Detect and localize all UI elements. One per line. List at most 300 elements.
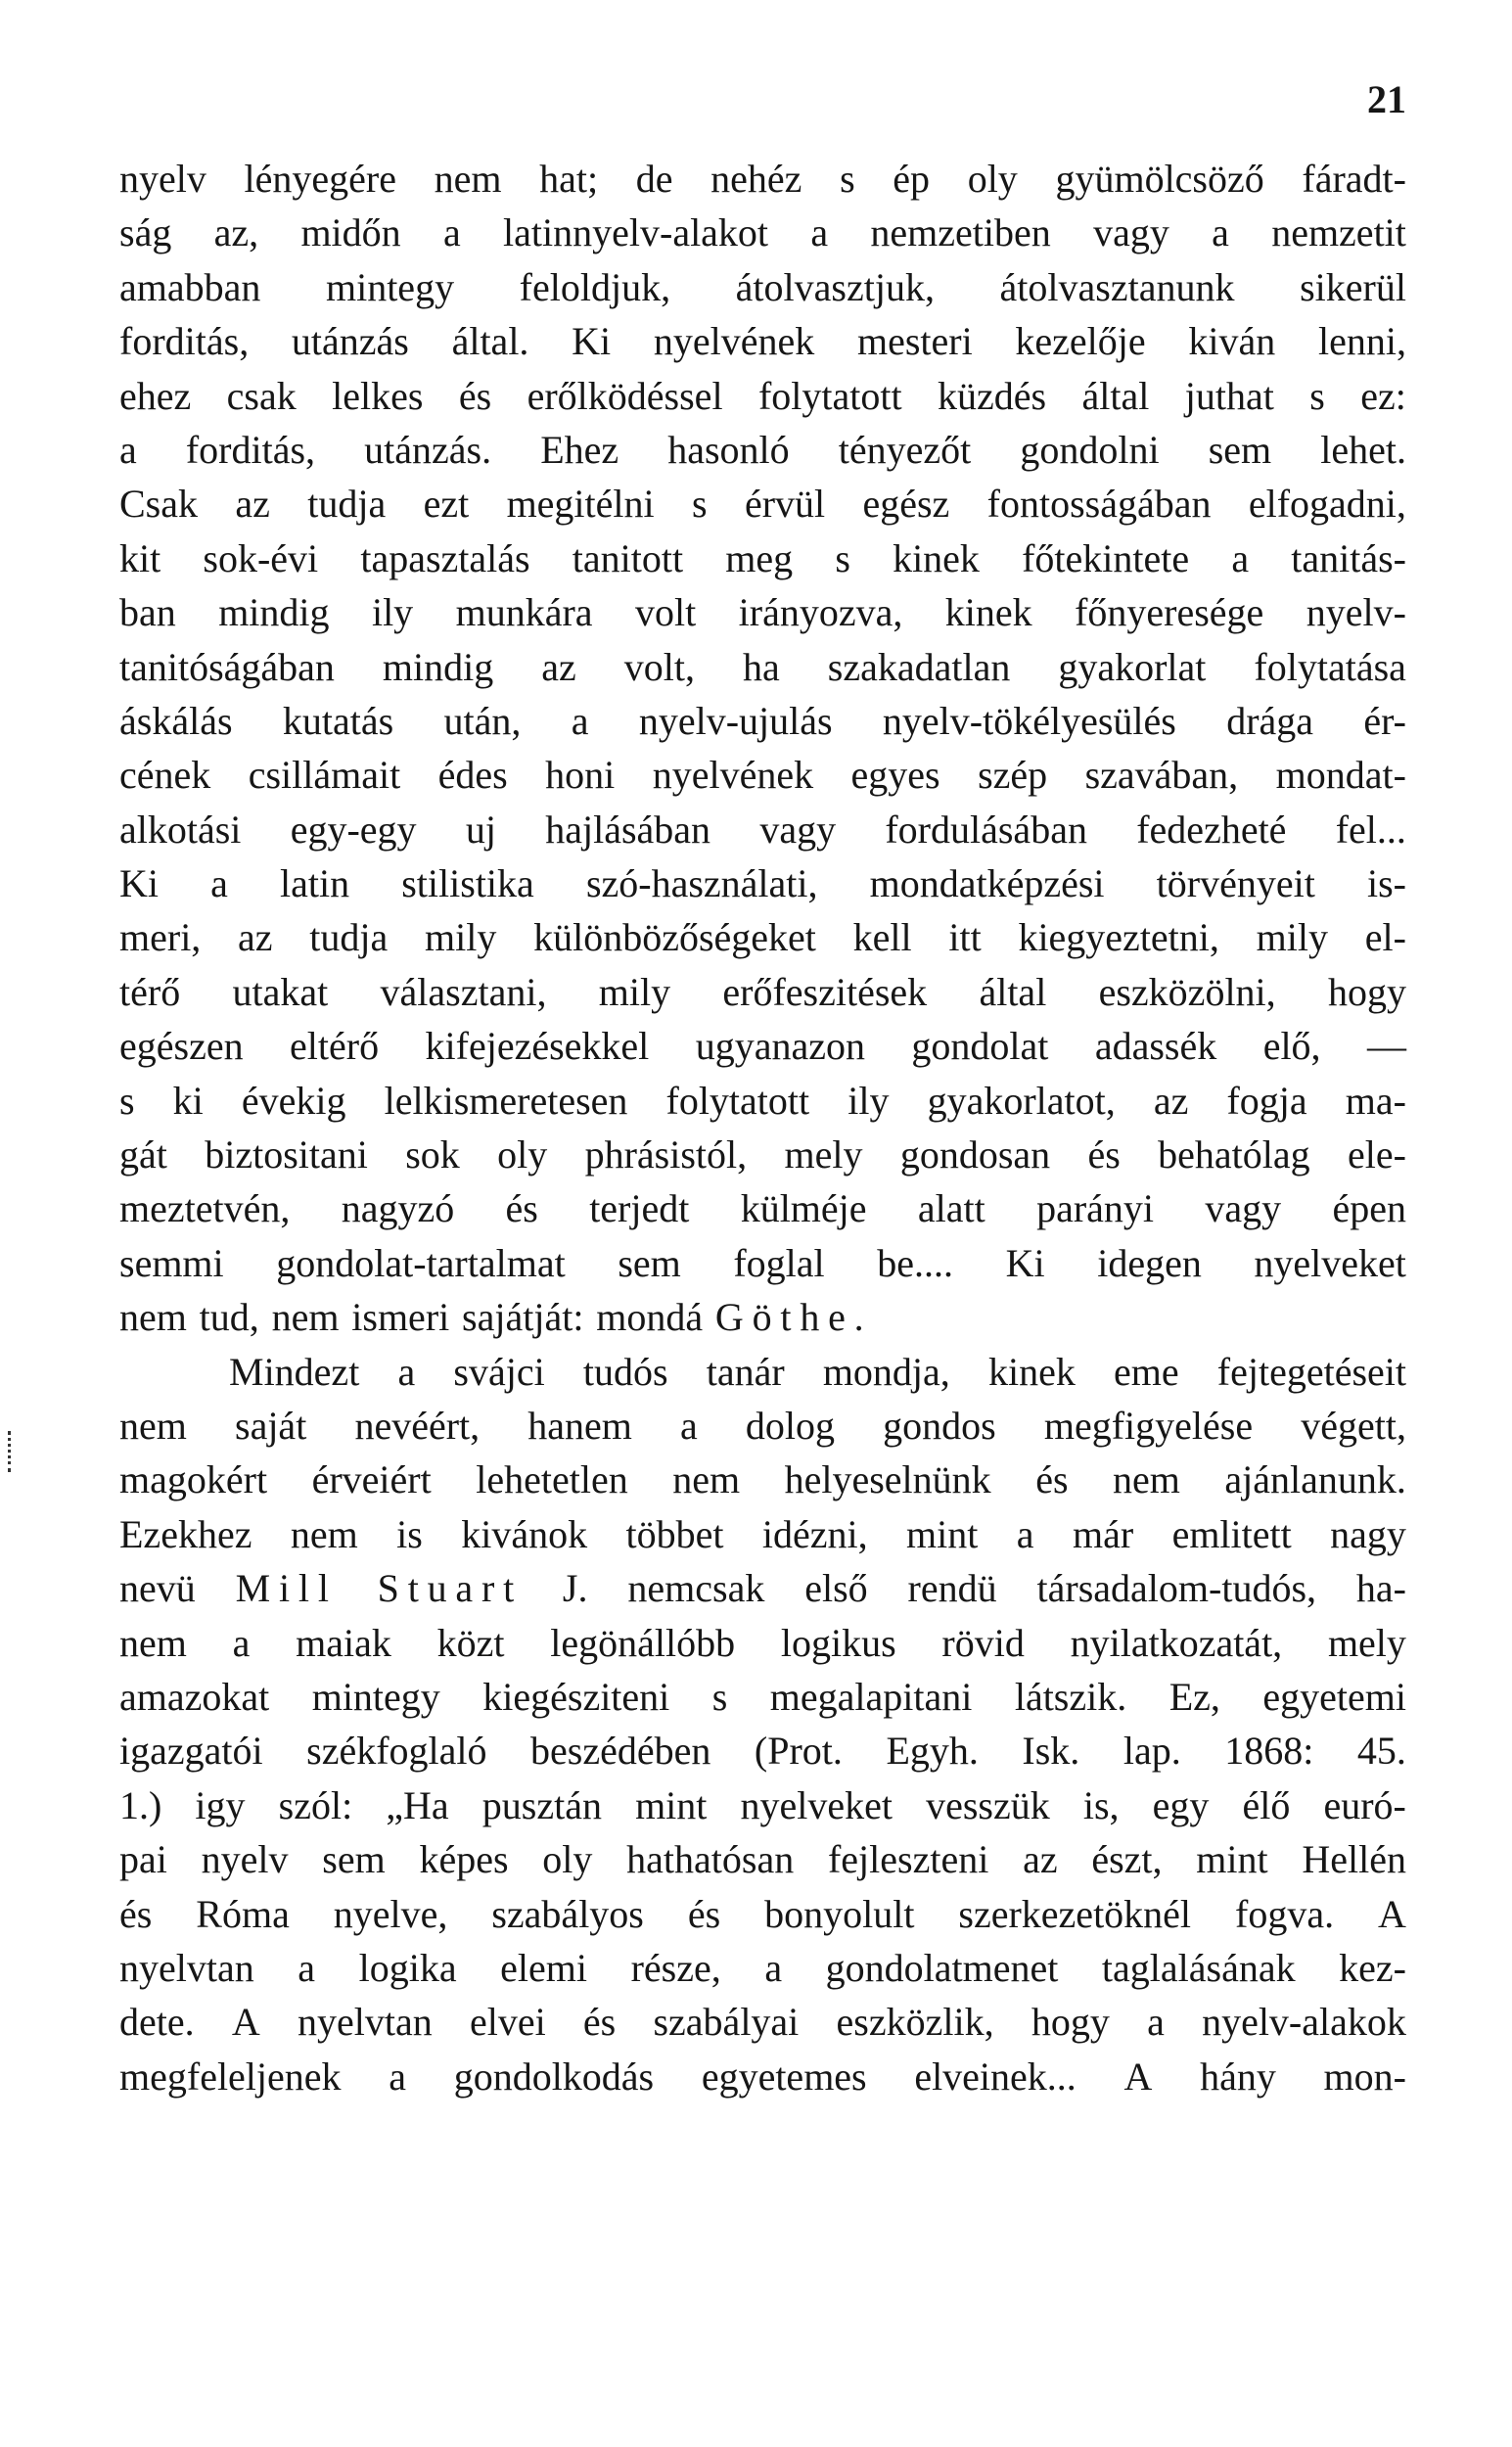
word: nehéz <box>710 157 802 201</box>
word: eszközlik, <box>836 2000 994 2045</box>
word: meri, <box>119 915 202 960</box>
word: ele- <box>1348 1132 1406 1177</box>
word: oly <box>542 1837 593 1882</box>
word: egészen <box>119 1024 244 1069</box>
word: mint <box>635 1782 708 1827</box>
text-line <box>119 1290 1406 1344</box>
word: nyilatkozatát, <box>1070 1620 1283 1665</box>
word: lehet. <box>1320 427 1406 472</box>
word: taglalásának <box>1101 1945 1296 1990</box>
word: uj <box>465 807 496 852</box>
word: s <box>835 535 850 580</box>
word: ajánlanunk. <box>1224 1457 1406 1502</box>
word: feloldjuk, <box>519 264 671 309</box>
text-line <box>119 694 1406 748</box>
word: mely <box>1327 1620 1406 1665</box>
word: mondatképzési <box>869 861 1105 906</box>
word: szól: <box>278 1782 353 1827</box>
word: vagy <box>759 807 837 852</box>
word: emlitett <box>1171 1511 1292 1556</box>
word: el- <box>1364 915 1406 960</box>
text-line <box>119 1616 1406 1670</box>
word: nevü <box>119 1566 196 1611</box>
word: pai <box>119 1837 167 1882</box>
word: nyelv-alakok <box>1202 2000 1406 2045</box>
word: főtekintete <box>1022 535 1190 580</box>
text-line <box>119 1236 1406 1290</box>
word: kutatás <box>282 698 394 743</box>
word: drága <box>1226 698 1314 743</box>
word: de <box>635 157 673 201</box>
word: volt <box>634 590 697 635</box>
word: latin <box>280 861 350 906</box>
word: kivánok <box>461 1511 588 1556</box>
word: helyeselnünk <box>784 1457 991 1502</box>
word: — <box>1367 1024 1406 1069</box>
word: megfeleljenek <box>119 2054 342 2099</box>
word: ezt <box>423 482 470 527</box>
word: nyelvének <box>653 319 815 364</box>
word: gondos <box>883 1403 996 1448</box>
word: sok-évi <box>203 535 319 580</box>
word: s <box>1309 373 1325 418</box>
word: Isk. <box>1022 1729 1080 1774</box>
word: eltérő <box>290 1024 380 1069</box>
text-line <box>119 640 1406 694</box>
text-line <box>119 1887 1406 1941</box>
word: ban <box>119 590 176 635</box>
word: Csak <box>119 482 198 527</box>
word: fejtegetéseit <box>1216 1349 1406 1394</box>
word: forditás, <box>119 319 250 364</box>
word: mondja, <box>822 1349 950 1394</box>
text-line <box>119 1128 1406 1181</box>
word: honi <box>545 753 616 798</box>
word: áskálás <box>119 698 233 743</box>
word: saját <box>235 1403 307 1448</box>
word: tapasztalás <box>360 535 530 580</box>
word: hány <box>1200 2054 1276 2099</box>
word: juthat <box>1184 373 1274 418</box>
word: fel... <box>1335 807 1406 852</box>
word: tud, <box>199 1295 259 1340</box>
word: mondat- <box>1275 753 1406 798</box>
word: egyes <box>850 753 940 798</box>
word: a <box>442 210 461 255</box>
text-line <box>119 856 1406 910</box>
word: mindig <box>382 644 494 689</box>
word: nem <box>119 1620 187 1665</box>
word: után, <box>443 698 522 743</box>
word: Ez, <box>1168 1674 1220 1719</box>
word: nyelveket <box>740 1782 893 1827</box>
word: gyakorlatot, <box>927 1078 1116 1123</box>
word: gondolat <box>911 1024 1049 1069</box>
word: nyelvtan <box>119 1945 254 1990</box>
word: épen <box>1332 1186 1406 1231</box>
word: hasonló <box>667 427 790 472</box>
word: évekig <box>241 1078 346 1123</box>
word: is, <box>1082 1782 1120 1827</box>
word: nem <box>1113 1457 1180 1502</box>
word: a <box>397 1349 416 1394</box>
word: külméje <box>740 1186 867 1231</box>
word: első <box>804 1566 868 1611</box>
word: parányi <box>1036 1186 1155 1231</box>
word: kinek <box>987 1349 1076 1394</box>
word: és <box>582 2000 617 2045</box>
word: Mindezt <box>229 1349 360 1394</box>
text-line <box>119 206 1406 259</box>
word: a <box>1212 210 1229 255</box>
word: fogja <box>1226 1078 1307 1123</box>
word: a <box>1016 1511 1034 1556</box>
word: mondá <box>596 1295 704 1340</box>
word: sem <box>618 1240 681 1285</box>
word: a <box>119 427 137 472</box>
word: erőfeszitések <box>722 969 928 1014</box>
word: a <box>1147 2000 1165 2045</box>
word: semmi <box>119 1240 224 1285</box>
word: s <box>711 1674 728 1719</box>
word: gondolatmenet <box>825 1945 1059 1990</box>
word: érvül <box>744 482 826 527</box>
word: főnyeresége <box>1075 590 1264 635</box>
word: nem <box>290 1511 358 1556</box>
word: biztositani <box>205 1132 368 1177</box>
word: legönállóbb <box>550 1620 736 1665</box>
word: mely <box>784 1132 863 1177</box>
text-line <box>119 1074 1406 1128</box>
word: lenni, <box>1317 319 1406 364</box>
word: utakat <box>232 969 329 1014</box>
word: ság <box>119 210 172 255</box>
word: ma- <box>1345 1078 1406 1123</box>
word: logikus <box>780 1620 896 1665</box>
word: ép <box>893 157 931 201</box>
text-line <box>119 369 1406 423</box>
word: tanár <box>706 1349 785 1394</box>
word: gyümölcsöző <box>1055 157 1264 201</box>
word: dete. <box>119 2000 195 2045</box>
word: kezelője <box>1015 319 1146 364</box>
word: gyakorlat <box>1058 644 1207 689</box>
word: eszközölni, <box>1098 969 1276 1014</box>
word: Ki <box>1005 1240 1045 1285</box>
word: megfigyelése <box>1043 1403 1254 1448</box>
word: sikerül <box>1300 264 1406 309</box>
text-line <box>119 260 1406 314</box>
word: ily <box>848 1078 890 1123</box>
word: elvei <box>469 2000 546 2045</box>
word: ily <box>371 590 414 635</box>
word: fáradt- <box>1302 157 1406 201</box>
word: nyelvtan <box>297 2000 433 2045</box>
word: fedezheté <box>1136 807 1287 852</box>
text-line <box>119 314 1406 368</box>
word: nyelv <box>201 1837 289 1882</box>
word: lényegére <box>244 157 396 201</box>
text-line <box>119 423 1406 477</box>
word: amabban <box>119 264 261 309</box>
word: lelkes <box>332 373 424 418</box>
text-line <box>119 477 1406 531</box>
word: Róma <box>196 1891 290 1936</box>
word: mily <box>598 969 671 1014</box>
word: kiegyeztetni, <box>1018 915 1219 960</box>
word: az <box>238 915 273 960</box>
word: Hellén <box>1302 1837 1406 1882</box>
word: és <box>687 1891 721 1936</box>
word: választani, <box>380 969 547 1014</box>
word: kell <box>852 915 912 960</box>
word: része, <box>630 1945 721 1990</box>
word: szabályai <box>653 2000 800 2045</box>
word: vesszük <box>926 1782 1050 1827</box>
word: nevéért, <box>354 1403 481 1448</box>
word: mily <box>425 915 497 960</box>
word: lap. <box>1123 1729 1181 1774</box>
word: igazgatói <box>119 1729 263 1774</box>
word: törvényeit <box>1156 861 1315 906</box>
word: különbözőségeket <box>533 915 816 960</box>
word: sem <box>322 1837 386 1882</box>
word: kifejezésekkel <box>425 1024 650 1069</box>
word: a <box>571 698 589 743</box>
word: élő <box>1242 1782 1291 1827</box>
word: is <box>396 1511 423 1556</box>
word: és <box>458 373 492 418</box>
word: euró- <box>1323 1782 1406 1827</box>
word: logika <box>358 1945 457 1990</box>
word: egy <box>1152 1782 1210 1827</box>
word: szakadatlan <box>827 644 1011 689</box>
word: szép <box>978 753 1048 798</box>
word: alatt <box>917 1186 985 1231</box>
word: idegen <box>1097 1240 1202 1285</box>
word: tudja <box>309 915 389 960</box>
word: 1.) <box>119 1782 162 1827</box>
text-line <box>119 1561 1406 1615</box>
word: az <box>1153 1078 1189 1123</box>
word: A <box>1123 2054 1153 2099</box>
word: a <box>1231 535 1250 580</box>
word: kit <box>119 535 161 580</box>
word: erőlködéssel <box>527 373 723 418</box>
word: elemi <box>500 1945 588 1990</box>
word: tudja <box>307 482 387 527</box>
word: többet <box>625 1511 724 1556</box>
text-line <box>119 1507 1406 1561</box>
word: gondolat-tartalmat <box>276 1240 566 1285</box>
text-line <box>119 1019 1406 1073</box>
text-line <box>119 1941 1406 1995</box>
text-line <box>119 748 1406 802</box>
word: a <box>232 1620 251 1665</box>
word: mindig <box>218 590 330 635</box>
word: adassék <box>1094 1024 1217 1069</box>
text-line <box>119 1995 1406 2049</box>
word: J. <box>562 1566 588 1611</box>
word: alkotási <box>119 807 242 852</box>
word: és <box>1035 1457 1069 1502</box>
word: svájci <box>453 1349 545 1394</box>
word: folytatott <box>665 1078 810 1123</box>
word: által. <box>451 319 529 364</box>
word: s <box>840 157 855 201</box>
word: a <box>764 1945 783 1990</box>
word: amazokat <box>119 1674 270 1719</box>
word: fejleszteni <box>827 1837 989 1882</box>
word: oly <box>497 1132 548 1177</box>
word: tanitás- <box>1291 535 1406 580</box>
word: hajlásában <box>545 807 711 852</box>
word: csak <box>226 373 297 418</box>
word: mint <box>1196 1837 1268 1882</box>
word: volt, <box>623 644 696 689</box>
word: egy-egy <box>290 807 417 852</box>
word: ez: <box>1360 373 1406 418</box>
word: sem <box>1208 427 1272 472</box>
word: ér- <box>1363 698 1406 743</box>
word: be.... <box>877 1240 954 1285</box>
word: rövid <box>941 1620 1025 1665</box>
word: folytatása <box>1254 644 1406 689</box>
text-line <box>119 1453 1406 1506</box>
word: és <box>1087 1132 1121 1177</box>
word: Stuart <box>377 1566 524 1611</box>
word: gondolni <box>1020 427 1160 472</box>
word: szerkezetöknél <box>958 1891 1192 1936</box>
word: nem <box>119 1403 187 1448</box>
word: gondolkodás <box>453 2054 655 2099</box>
word: küzdés <box>938 373 1047 418</box>
word: hogy <box>1327 969 1406 1014</box>
word: nyelv- <box>1306 590 1406 635</box>
word: ha <box>743 644 780 689</box>
word: irányozva, <box>738 590 903 635</box>
word: eme <box>1113 1349 1179 1394</box>
word: midőn <box>300 210 401 255</box>
word: képes <box>419 1837 509 1882</box>
word: kiván <box>1188 319 1276 364</box>
word: mintegy <box>311 1674 440 1719</box>
word: elfogadni, <box>1248 482 1406 527</box>
word: mintegy <box>325 264 455 309</box>
word: a <box>210 861 228 906</box>
word: beszédében <box>530 1729 711 1774</box>
word: egész <box>862 482 950 527</box>
word: társadalom-tudós, <box>1036 1566 1317 1611</box>
word: terjedt <box>589 1186 690 1231</box>
word: (Prot. <box>754 1729 843 1774</box>
word: térő <box>119 969 181 1014</box>
text-line <box>119 1345 1406 1399</box>
word: itt <box>948 915 982 960</box>
word: munkára <box>455 590 593 635</box>
word: Ki <box>572 319 612 364</box>
word: az <box>541 644 576 689</box>
word: vagy <box>1205 1186 1282 1231</box>
word: fordulásában <box>885 807 1087 852</box>
word: nyelvének <box>652 753 814 798</box>
word: mon- <box>1323 2054 1406 2099</box>
text-line <box>119 2050 1406 2103</box>
word: nyelveket <box>1254 1240 1406 1285</box>
text-line <box>119 1670 1406 1724</box>
word: megalapitani <box>769 1674 973 1719</box>
word: behatólag <box>1158 1132 1310 1177</box>
word: megitélni <box>506 482 655 527</box>
word: mesteri <box>856 319 973 364</box>
word: meztetvén, <box>119 1186 291 1231</box>
word: által <box>1081 373 1150 418</box>
word: által <box>979 969 1047 1014</box>
word: sajátját: <box>462 1295 584 1340</box>
text-line <box>119 1181 1406 1235</box>
word: hogy <box>1031 2000 1110 2045</box>
word: nem <box>434 157 502 201</box>
word: közt <box>436 1620 505 1665</box>
word: hanem <box>527 1403 632 1448</box>
text-line <box>119 965 1406 1019</box>
text-line <box>119 531 1406 585</box>
page-number: 21 <box>1367 77 1406 121</box>
word: kinek <box>893 535 980 580</box>
word: édes <box>437 753 508 798</box>
word: nagy <box>1330 1511 1406 1556</box>
word: szavában, <box>1084 753 1239 798</box>
word: nemzetiben <box>870 210 1051 255</box>
word: nem <box>271 1295 340 1340</box>
word: egyetemes <box>701 2054 867 2099</box>
word: fogva. <box>1235 1891 1335 1936</box>
word: szabályos <box>491 1891 644 1936</box>
word: s <box>692 482 708 527</box>
word: A <box>1378 1891 1406 1936</box>
word: nagyzó <box>341 1186 455 1231</box>
word: dolog <box>745 1403 836 1448</box>
margin-mark <box>8 1431 17 1472</box>
word: Mill <box>235 1566 338 1611</box>
word: tényezőt <box>838 427 972 472</box>
word: is- <box>1366 861 1406 906</box>
word: nyelv <box>119 157 206 201</box>
word: meg <box>725 535 794 580</box>
word: ismeri <box>351 1295 450 1340</box>
text-line <box>119 803 1406 856</box>
word: sok <box>405 1132 460 1177</box>
word: látszik. <box>1014 1674 1127 1719</box>
word: idézni, <box>761 1511 868 1556</box>
word: 45. <box>1356 1729 1406 1774</box>
word: és <box>119 1891 153 1936</box>
text-line <box>119 1399 1406 1453</box>
word: Ehez <box>540 427 619 472</box>
word: gát <box>119 1132 167 1177</box>
word: a <box>680 1403 698 1448</box>
word: hathatósan <box>626 1837 795 1882</box>
word: 1868: <box>1224 1729 1314 1774</box>
word: a <box>298 1945 316 1990</box>
word: stilistika <box>401 861 534 906</box>
text-line <box>119 152 1406 206</box>
word: és <box>505 1186 538 1231</box>
word: forditás, <box>185 427 316 472</box>
word: Egyh. <box>886 1729 979 1774</box>
word: nem <box>672 1457 741 1502</box>
word: ki <box>172 1078 204 1123</box>
